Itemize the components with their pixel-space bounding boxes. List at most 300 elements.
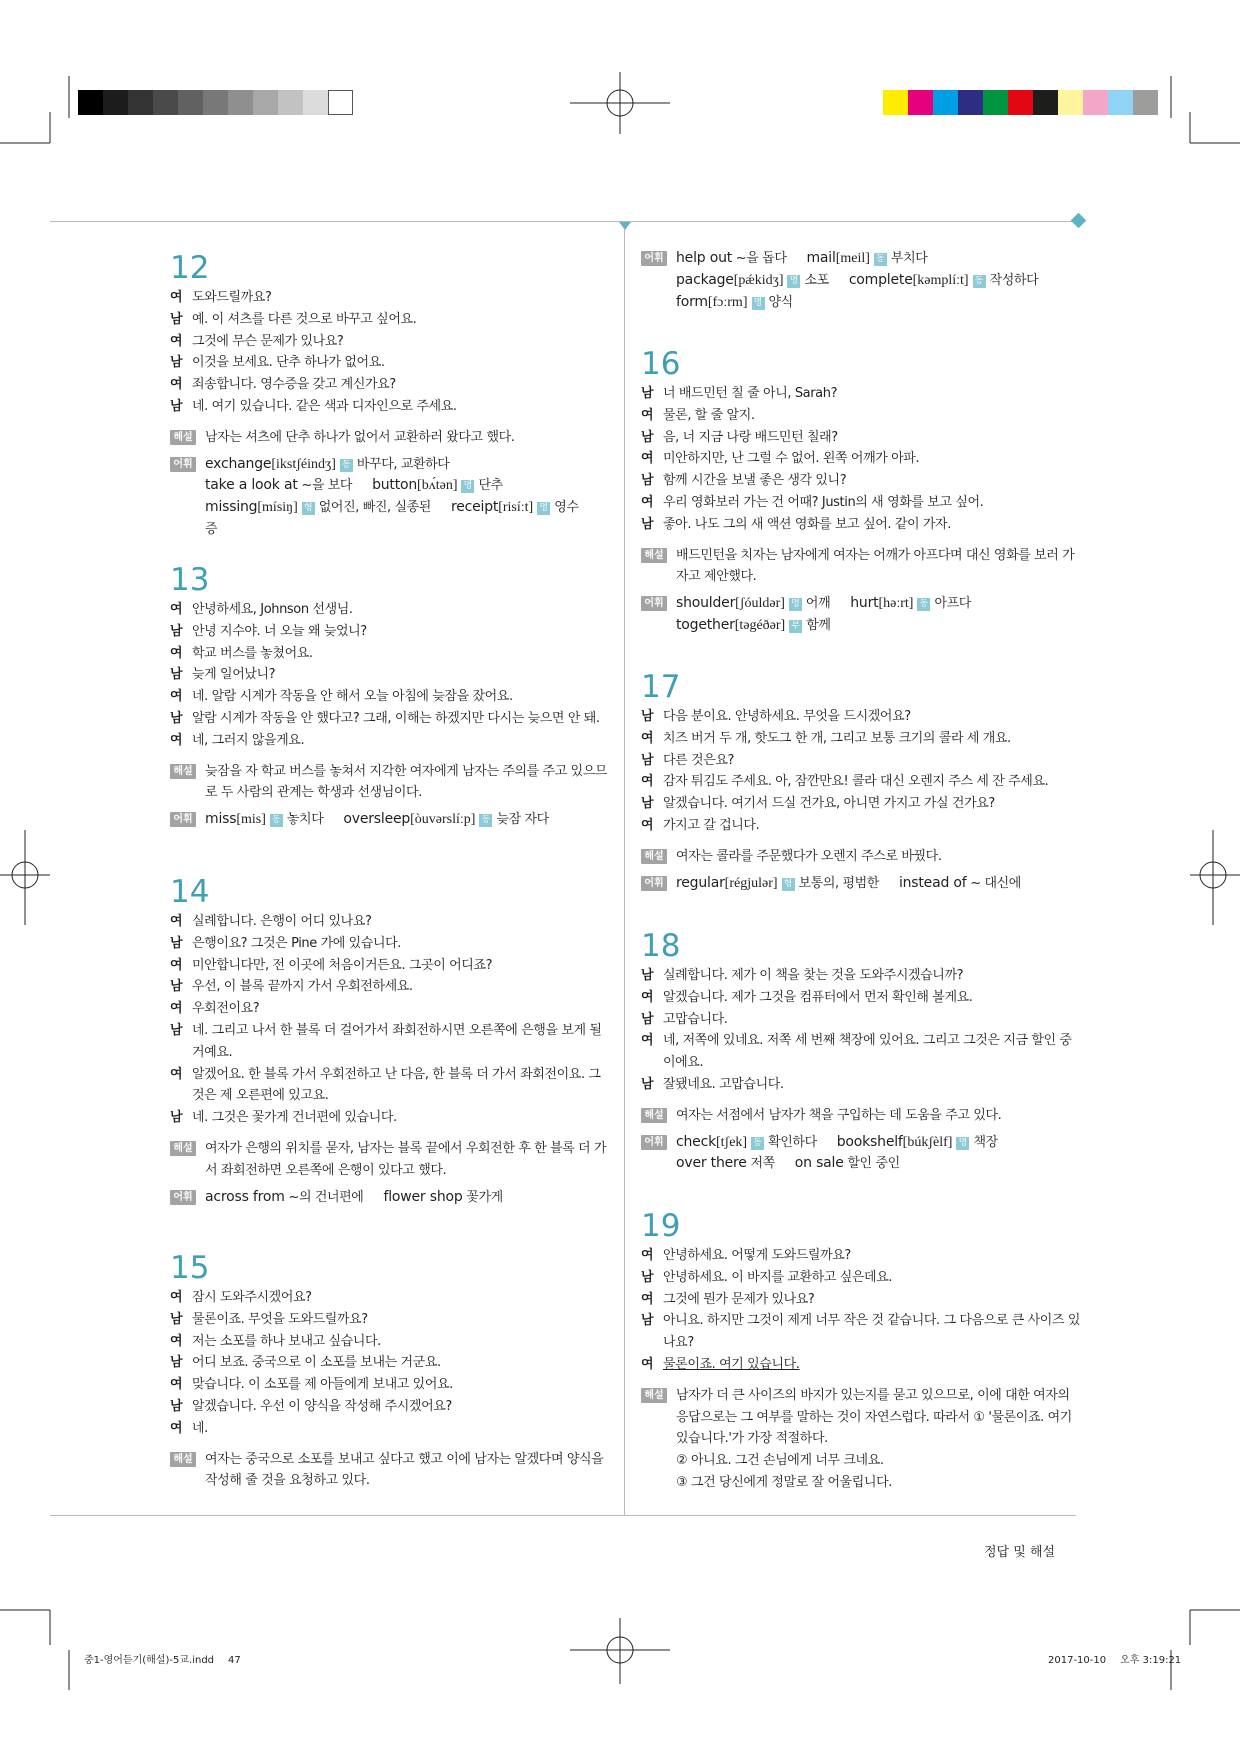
explanation-label: 해설 (170, 764, 196, 779)
vocab-term: check (676, 1133, 716, 1150)
utterance: 알겠습니다. 우선 이 양식을 작성해 주시겠어요? (192, 1398, 452, 1414)
speaker-label: 여 (641, 407, 654, 423)
explanation-body (205, 1138, 610, 1182)
speaker-label: 여 (641, 1033, 654, 1049)
vocab-pronunciation: [tʃek] (716, 1134, 748, 1150)
dialogue-line (170, 374, 610, 396)
explanation-label: 해설 (641, 849, 667, 864)
speaker-label: 남 (170, 1110, 183, 1126)
dialogue-line (641, 1030, 1081, 1074)
explanation-label: 해설 (170, 1452, 196, 1467)
dialogue-line (641, 514, 1081, 536)
registration-mark-top (570, 72, 670, 134)
part-of-speech-badge: 동 (874, 253, 887, 266)
vocab-term: bookshelf (836, 1133, 903, 1150)
vocab-term: package (676, 271, 734, 288)
dialogue-line (170, 955, 610, 977)
slug-page-number: 47 (228, 1655, 241, 1666)
gray-swatch (228, 90, 253, 115)
vocabulary-label: 어휘 (641, 596, 667, 611)
slug-left (84, 1654, 241, 1668)
slug-right (1048, 1654, 1181, 1668)
utterance: 고맙습니다. (663, 1011, 728, 1027)
vocab-meaning: 저쪽 (750, 1156, 775, 1172)
vocab-term: take a look at (205, 477, 298, 494)
vocabulary-entry (205, 478, 352, 493)
vocabulary-entry (676, 596, 830, 611)
part-of-speech-badge: 명 (537, 502, 550, 515)
vocabulary-line (676, 873, 1081, 895)
vocab-term: complete (848, 271, 913, 288)
utterance: 잘됐네요. 고맙습니다. (663, 1076, 784, 1092)
vocab-pronunciation: [kəmplíːt] (912, 272, 969, 288)
explanation-text: 여자가 은행의 위치를 묻자, 남자는 블록 끝에서 우회전한 후 한 블록 더 가서 좌회전하면 오른쪽에 은행이 있다고 했다. (205, 1140, 607, 1178)
explanation-label: 해설 (641, 548, 667, 563)
dialogue-line (170, 599, 610, 621)
question-number: 18 (641, 928, 681, 964)
color-swatch (908, 90, 933, 115)
utterance: 음, 너 지금 나랑 배드민턴 칠래? (663, 429, 838, 445)
dialogue-line (641, 750, 1081, 772)
vocab-meaning: 놓치다 (286, 812, 324, 828)
utterance: 저는 소포를 하나 보내고 싶습니다. (192, 1333, 381, 1349)
grayscale-color-bar (78, 90, 353, 115)
speaker-label: 여 (170, 1333, 183, 1349)
dialogue-line (170, 1309, 610, 1331)
vocabulary-line (205, 454, 610, 476)
speaker-label: 남 (170, 667, 183, 683)
speaker-label: 남 (641, 473, 654, 489)
color-swatch (1008, 90, 1033, 115)
dialogue-line (170, 309, 610, 331)
explanation-label: 해설 (641, 1108, 667, 1123)
dialogue-line (170, 621, 610, 643)
slug-file-name: 중1-영어듣기(해설)-5교.indd (84, 1655, 215, 1666)
utterance: 다른 것은요? (663, 752, 735, 768)
speaker-label: 남 (641, 968, 654, 983)
utterance: 도와드릴까요? (192, 290, 272, 305)
utterance: 안녕하세요. 어떻게 도와드릴까요? (663, 1248, 851, 1263)
page-footer-label: 정답 및 해설 (984, 1545, 1056, 1560)
gray-swatch (253, 90, 278, 115)
explanation-label: 해설 (170, 1141, 196, 1156)
utterance: 그것에 무슨 문제가 있나요? (192, 333, 344, 349)
speaker-label: 남 (641, 709, 654, 724)
speaker-label: 남 (641, 429, 654, 445)
vocab-meaning: 확인하다 (768, 1134, 817, 1150)
registration-mark-left (0, 830, 50, 925)
utterance: 알겠어요. 한 블록 가서 우회전하고 난 다음, 한 블록 더 가서 좌회전이요. 그것은 제 오른편에 있고요. (192, 1066, 601, 1104)
dialogue-line (170, 1020, 610, 1064)
utterance: 맞습니다. 이 소포를 제 아들에게 보내고 있어요. (192, 1377, 453, 1393)
slug-date: 2017-10-10 (1048, 1655, 1107, 1666)
color-swatch (1083, 90, 1108, 115)
vocab-meaning: 책장 (973, 1134, 998, 1150)
vocabulary-entry (205, 1190, 363, 1205)
vocabulary-label: 어휘 (641, 251, 667, 266)
speaker-label: 여 (641, 494, 654, 510)
dialogue-line (641, 1009, 1081, 1031)
vocab-pronunciation: [təgéðər] (734, 617, 786, 633)
part-of-speech-badge: 동 (751, 1137, 764, 1150)
dialogue-line (641, 1354, 1081, 1376)
speaker-label: 여 (170, 957, 183, 973)
vocab-pronunciation: [régjulər] (724, 875, 778, 891)
vocabulary-entry (795, 1156, 900, 1171)
question-number: 17 (641, 669, 681, 705)
speaker-label: 남 (641, 386, 654, 401)
dialogue-line (170, 1352, 610, 1374)
speaker-label: 남 (170, 1022, 183, 1038)
vocab-term: receipt (450, 499, 499, 516)
vocab-meaning: 꽃가게 (466, 1189, 503, 1205)
slug-time: 오후 3:19:21 (1120, 1655, 1182, 1666)
vocabulary-entry (676, 1156, 775, 1171)
vocabulary-entry (899, 876, 1021, 891)
utterance: 네, 그러지 않을게요. (192, 732, 305, 748)
speaker-label: 여 (170, 377, 183, 393)
gray-swatch (328, 90, 353, 115)
color-swatch (933, 90, 958, 115)
vocabulary-label: 어휘 (170, 457, 196, 472)
utterance: 죄송합니다. 영수증을 갖고 계신가요? (192, 377, 396, 393)
dialogue-line (170, 1064, 610, 1108)
gray-swatch (78, 90, 103, 115)
column-divider (624, 229, 625, 1515)
vocabulary (170, 454, 610, 541)
utterance: 이것을 보세요. 단추 하나가 없어요. (192, 355, 385, 371)
explanation-text: 늦잠을 자 학교 버스를 놓쳐서 지각한 여자에게 남자는 주의를 주고 있으므로 두 사람의 관계는 학생과 선생님이다. (205, 763, 608, 801)
utterance: 알겠습니다. 여기서 드실 건가요, 아니면 가지고 가실 건가요? (663, 796, 995, 812)
dialogue-line (170, 911, 610, 933)
vocab-term: exchange (205, 455, 272, 472)
speaker-label: 남 (170, 623, 183, 639)
speaker-label: 여 (170, 602, 183, 617)
vocabulary-entry (676, 1135, 817, 1150)
utterance: 가지고 갈 겁니다. (663, 817, 760, 833)
speaker-label: 남 (170, 1311, 183, 1327)
vocab-pronunciation: [fɔːrm] (707, 294, 748, 310)
part-of-speech-badge: 동 (340, 459, 353, 472)
vocabulary-entry (837, 1135, 998, 1150)
vocabulary-label: 어휘 (170, 1190, 196, 1205)
speaker-label: 여 (641, 451, 654, 467)
part-of-speech-badge: 명 (956, 1137, 969, 1150)
vocab-meaning: 보통의, 평범한 (798, 875, 879, 891)
vocabulary (641, 873, 1081, 895)
dialogue-line (641, 470, 1081, 492)
speaker-label: 여 (170, 1377, 183, 1393)
utterance: 예. 이 셔츠를 다른 것으로 바꾸고 싶어요. (192, 311, 417, 327)
speaker-label: 여 (641, 1248, 654, 1263)
vocabulary-entry (850, 596, 971, 611)
vocabulary-entry (676, 273, 829, 288)
dialogue-line (641, 492, 1081, 514)
dialogue-line (170, 1287, 610, 1309)
utterance: 네. 그리고 나서 한 블록 더 걸어가서 좌회전하시면 오른쪽에 은행을 보게 될 거예요. (192, 1022, 602, 1060)
utterance: 네. 그것은 꽃가게 건너편에 있습니다. (192, 1110, 397, 1126)
color-swatch (1033, 90, 1058, 115)
explanation-text: 남자는 셔츠에 단추 하나가 없어서 교환하러 왔다고 했다. (205, 429, 515, 445)
question-block (641, 345, 1081, 637)
gray-swatch (178, 90, 203, 115)
speaker-label: 남 (170, 935, 183, 951)
vocab-term: button (372, 477, 418, 494)
dialogue-line (641, 405, 1081, 427)
question-number: 14 (170, 874, 210, 910)
speaker-label: 여 (170, 732, 183, 748)
speaker-label: 남 (170, 1355, 183, 1371)
dialogue-line (641, 1074, 1081, 1096)
utterance: 안녕 지수야. 너 오늘 왜 늦었니? (192, 623, 367, 639)
vocab-pronunciation: [ʃóuldər] (735, 596, 785, 612)
dialogue-line (170, 686, 610, 708)
dialogue-line (641, 1245, 1081, 1267)
explanation-text: 여자는 중국으로 소포를 보내고 싶다고 했고 이에 남자는 알겠다며 양식을 작성해 줄 것을 요청하고 있다. (205, 1451, 604, 1489)
speaker-label: 여 (641, 1291, 654, 1307)
speaker-label: 여 (170, 290, 183, 305)
vocabulary (641, 248, 1081, 313)
vocabulary-continuation (641, 248, 1081, 313)
vocab-meaning: 할인 중인 (847, 1156, 900, 1172)
vocab-pronunciation: [pǽkidʒ] (733, 272, 784, 288)
vocabulary-body (676, 873, 1081, 895)
explanation-label: 해설 (170, 430, 196, 445)
bottom-rule (50, 1515, 1076, 1516)
question-block (641, 1207, 1081, 1494)
explanation-label: 해설 (641, 1388, 667, 1403)
dialogue-line (641, 427, 1081, 449)
vocabulary-entry (343, 812, 548, 827)
top-rule (50, 221, 1076, 222)
speaker-label: 여 (170, 333, 183, 349)
speaker-label: 남 (641, 1011, 654, 1027)
speaker-label: 남 (641, 752, 654, 768)
dialogue-line (170, 664, 610, 686)
vocab-meaning: ~을 보다 (301, 478, 353, 494)
vocabulary-body (205, 809, 610, 831)
question-block (170, 249, 610, 541)
question-number: 19 (641, 1208, 681, 1244)
vocabulary-label: 어휘 (641, 1135, 667, 1150)
vocab-term: mail (806, 250, 836, 266)
vocabulary-line (205, 809, 610, 831)
vocab-term: regular (676, 874, 725, 891)
dialogue-line (641, 1267, 1081, 1289)
part-of-speech-badge: 동 (917, 598, 930, 611)
dialogue-line (170, 1107, 610, 1129)
explanation-text: 배드민턴을 치자는 남자에게 여자는 어깨가 아프다며 대신 영화를 보러 가자고 제안했다. (676, 547, 1075, 585)
explanation-body (676, 1105, 1081, 1127)
dialogue-line (641, 793, 1081, 815)
explanation (641, 846, 1081, 868)
utterance: 우리 영화보러 가는 건 어때? Justin의 새 영화를 보고 싶어. (663, 494, 984, 510)
dialogue-line (170, 998, 610, 1020)
speaker-label: 남 (641, 516, 654, 532)
part-of-speech-badge: 부 (789, 620, 802, 633)
explanation-text: 남자가 더 큰 사이즈의 바지가 있는지를 묻고 있으므로, 이에 대한 여자의 응답으로는 그 여부를 말하는 것이 자연스럽다. 따라서 ① '물론이죠. 여기 있습니다.'가 가장 적절하다. (676, 1387, 1072, 1447)
utterance: 네. (192, 1420, 208, 1436)
part-of-speech-badge: 명 (752, 297, 765, 310)
part-of-speech-badge: 형 (302, 502, 315, 515)
utterance: 감자 튀김도 주세요. 아, 잠깐만요! 콜라 대신 오렌지 주스 세 잔 주세요. (663, 774, 1049, 790)
dialogue-line (170, 643, 610, 665)
vocab-pronunciation: [mis] (236, 812, 266, 828)
vocabulary-line (676, 1153, 1081, 1175)
speaker-label: 남 (170, 979, 183, 995)
explanation-body (676, 545, 1081, 589)
speaker-label: 남 (170, 710, 183, 726)
part-of-speech-badge: 명 (461, 480, 474, 493)
vocab-term: missing (205, 499, 258, 516)
dialogue-line (170, 352, 610, 374)
vocab-pronunciation: [mísiŋ] (257, 500, 298, 516)
explanation-text: ② 아니요. 그건 손님에게 너무 크네요. (676, 1453, 884, 1469)
speaker-label: 남 (641, 1269, 654, 1285)
utterance: 잠시 도와주시겠어요? (192, 1290, 312, 1305)
explanation (641, 1385, 1081, 1494)
vocabulary-entry (676, 251, 786, 266)
dialogue-line (641, 706, 1081, 728)
explanation-text: ③ 그건 당신에게 정말로 잘 어울립니다. (676, 1474, 893, 1490)
utterance: 알람 시계가 작동을 안 했다고? 그래, 이해는 하겠지만 다시는 늦으면 안 돼. (192, 710, 600, 726)
vocabulary-entry (806, 251, 927, 266)
vocab-term: form (676, 293, 708, 310)
explanation-body (205, 427, 610, 449)
vocabulary-entry (205, 500, 431, 515)
vocabulary-entry (676, 295, 793, 310)
speaker-label: 남 (641, 1076, 654, 1092)
vocabulary (170, 1187, 610, 1209)
dialogue-line (170, 1418, 610, 1440)
speaker-label: 여 (641, 989, 654, 1005)
vocab-pronunciation: [ikstʃéindʒ] (271, 456, 336, 472)
vocab-pronunciation: [həːrt] (878, 596, 914, 612)
dialogue-line (641, 1310, 1081, 1354)
explanation-body (205, 1449, 610, 1493)
vocab-meaning: ~의 건너편에 (288, 1189, 364, 1205)
utterance: 학교 버스를 놓쳤어요. (192, 645, 313, 661)
vocabulary-line (676, 1132, 1081, 1154)
vocab-meaning: ~을 돕다 (735, 251, 787, 266)
question-number: 12 (170, 250, 210, 286)
utterance: 실례합니다. 제가 이 책을 찾는 것을 도와주시겠습니까? (663, 968, 964, 983)
utterance: 실례합니다. 은행이 어디 있나요? (192, 914, 372, 929)
explanation (170, 427, 610, 449)
vocab-term: together (676, 616, 735, 633)
dialogue-line (641, 965, 1081, 987)
part-of-speech-badge: 동 (270, 814, 283, 827)
vocab-meaning: 함께 (806, 617, 831, 633)
vocabulary-entry (676, 618, 831, 633)
dialogue-line (170, 1396, 610, 1418)
color-swatch (883, 90, 908, 115)
vocab-pronunciation: [meil] (835, 251, 870, 266)
dialogue-line (641, 1289, 1081, 1311)
vocabulary-body (676, 248, 1081, 313)
question-number: 13 (170, 562, 210, 598)
utterance: 아니요. 하지만 그것이 제게 너무 작은 것 같습니다. 그 다음으로 큰 사이즈 있나요? (663, 1313, 1080, 1351)
utterance: 너 배드민턴 칠 줄 아니, Sarah? (663, 386, 838, 401)
utterance: 우회전이요? (192, 1001, 260, 1017)
explanation (170, 1138, 610, 1182)
vocabulary-entry (849, 273, 1038, 288)
utterance: 미안하지만, 난 그럴 수 없어. 왼쪽 어깨가 아파. (663, 451, 920, 467)
vocab-term: shoulder (676, 595, 736, 612)
vocab-pronunciation: [òuvərslíːp] (410, 812, 476, 828)
vocabulary-line (205, 1187, 610, 1209)
utterance: 어디 보죠. 중국으로 이 소포를 보내는 거군요. (192, 1355, 441, 1371)
utterance: 네. 알람 시계가 작동을 안 해서 오늘 아침에 늦잠을 잤어요. (192, 689, 513, 705)
explanation (170, 1449, 610, 1493)
speaker-label: 여 (641, 817, 654, 833)
part-of-speech-badge: 명 (789, 598, 802, 611)
speaker-label: 남 (170, 311, 183, 327)
speaker-label: 여 (170, 914, 183, 929)
vocabulary-line (676, 593, 1081, 637)
utterance: 물론, 할 줄 알지. (663, 407, 755, 423)
column-marker-triangle (619, 222, 631, 230)
dialogue-line (170, 1374, 610, 1396)
registration-mark-right (1190, 830, 1240, 925)
color-swatch (1058, 90, 1083, 115)
utterance: 안녕하세요. 이 바지를 교환하고 싶은데요. (663, 1269, 893, 1285)
gray-swatch (103, 90, 128, 115)
vocab-meaning: 단추 (478, 478, 503, 494)
gray-swatch (128, 90, 153, 115)
question-block (170, 873, 610, 1208)
vocab-pronunciation: [bʌ́tən] (417, 478, 458, 494)
vocabulary-label: 어휘 (641, 876, 667, 891)
dialogue-line (170, 933, 610, 955)
vocabulary-body (205, 454, 610, 541)
speaker-label: 여 (170, 689, 183, 705)
question-block (641, 668, 1081, 894)
utterance: 좋아. 나도 그의 새 액션 영화를 보고 싶어. 같이 가자. (663, 516, 951, 532)
question-block (170, 561, 610, 831)
vocab-meaning: 어깨 (805, 596, 831, 612)
vocab-meaning: 없어진, 빠진, 실종된 (318, 500, 431, 516)
vocab-meaning: 영수증 (205, 500, 579, 537)
vocabulary-line (676, 270, 1081, 292)
vocab-term: across from (205, 1188, 285, 1205)
vocabulary-body (676, 593, 1081, 637)
speaker-label: 여 (641, 1356, 654, 1372)
speaker-label: 여 (170, 1290, 183, 1305)
vocabulary-entry (205, 457, 449, 472)
dialogue-line (170, 396, 610, 418)
explanation-body (676, 846, 1081, 868)
dialogue-line (170, 331, 610, 353)
color-swatch (958, 90, 983, 115)
utterance: 우선, 이 블록 끝까지 가서 우회전하세요. (192, 979, 413, 995)
speaker-label: 남 (641, 1313, 654, 1329)
vocab-meaning: 양식 (768, 294, 793, 310)
dialogue-line (170, 287, 610, 309)
question-block (641, 927, 1081, 1175)
speaker-label: 여 (641, 730, 654, 746)
explanation-text: 여자는 콜라를 주문했다가 오렌지 주스로 바꿨다. (676, 848, 942, 864)
vocabulary-entry (205, 812, 323, 827)
explanation-body (205, 761, 610, 805)
utterance: 치즈 버거 두 개, 핫도그 한 개, 그리고 보통 크기의 콜라 세 개요. (663, 730, 1011, 746)
dialogue-line (170, 1331, 610, 1353)
vocab-meaning: 부치다 (890, 251, 928, 266)
vocab-term: oversleep (343, 811, 411, 828)
vocabulary-line (676, 248, 1081, 270)
dialogue-line (641, 383, 1081, 405)
vocabulary-label: 어휘 (170, 812, 196, 827)
